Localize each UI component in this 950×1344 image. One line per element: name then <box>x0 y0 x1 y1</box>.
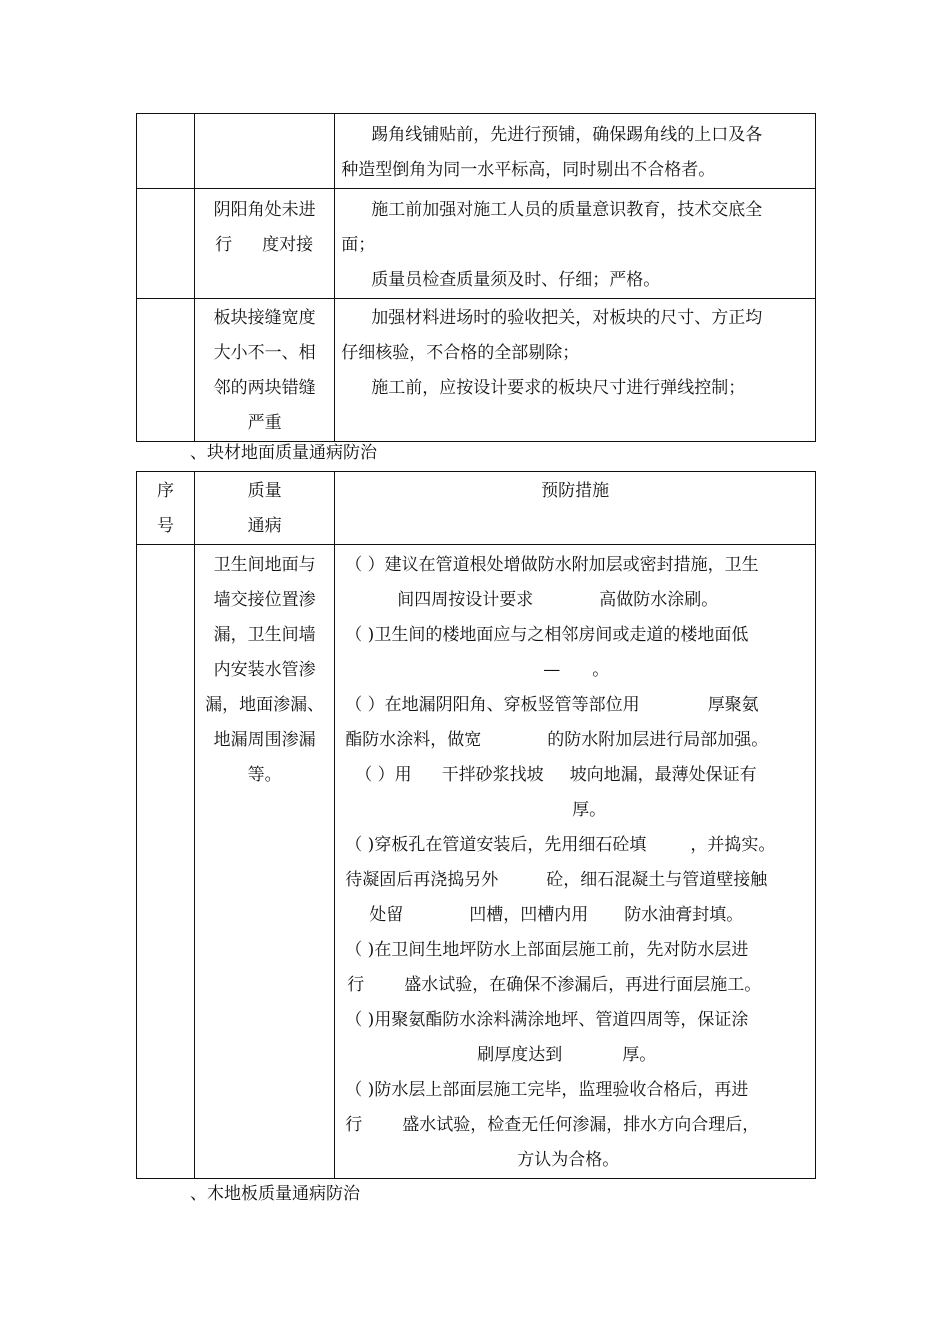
measure-line: 间四周按设计要求 高做防水涂刷。 <box>397 590 719 610</box>
measure-line: （ ）建议在管道根处增做防水附加层或密封措施，卫生 <box>345 555 759 575</box>
measure-line: 酯防水涂料，做宽 的防水附加层进行局部加强。 <box>345 730 769 750</box>
defect-line: 大小不一、相 <box>213 343 316 363</box>
defect-line: 漏，卫生间墙 <box>213 625 316 645</box>
section-heading-wood-floor: 、木地板质量通病防治 <box>190 1184 360 1204</box>
measure-line: 种造型倒角为同一水平标高，同时剔出不合格者。 <box>341 160 716 180</box>
measure-line: 厚。 <box>572 800 607 820</box>
measures-cell <box>335 545 816 1179</box>
section-heading-tile-floor: 、块材地面质量通病防治 <box>190 443 377 463</box>
header-seq-line: 序 <box>157 481 175 501</box>
header-defect-line: 质量 <box>247 481 282 501</box>
table-row <box>137 189 816 299</box>
defect-cell <box>195 114 335 189</box>
defect-line: 行 度对接 <box>215 235 314 255</box>
defect-line: 地漏周围渗漏 <box>213 730 316 750</box>
measure-line: 仔细核验，不合格的全部剔除； <box>341 343 580 363</box>
measure-line: （ )防水层上部面层施工完毕，监理验收合格后，再进 <box>345 1080 749 1100</box>
defect-line: 等。 <box>247 765 282 785</box>
defect-line: 漏，地面渗漏、 <box>205 695 325 715</box>
defect-cell <box>195 545 335 1179</box>
seq-cell <box>137 114 195 189</box>
header-seq-line: 号 <box>157 516 175 536</box>
header-defect-line: 通病 <box>247 516 282 536</box>
table-row <box>137 299 816 442</box>
defect-line: 严重 <box>247 413 282 433</box>
header-seq <box>137 472 195 545</box>
defect-line: 墙交接位置渗 <box>213 590 316 610</box>
table-row <box>137 114 816 189</box>
seq-cell <box>137 189 195 299</box>
table-header-row <box>137 472 816 545</box>
measure-line: （ )在卫间生地坪防水上部面层施工前，先对防水层进 <box>345 940 749 960</box>
measure-line: （ ）在地漏阴阳角、穿板竖管等部位用 厚聚氨 <box>345 695 759 715</box>
defect-line: 内安装水管渗 <box>213 660 316 680</box>
tile-floor-defects-table <box>136 471 816 1179</box>
defect-line: 阴阳角处未进 <box>213 200 316 220</box>
measure-line: 处留 凹槽，凹槽内用 防水油膏封填。 <box>369 905 744 925</box>
defect-cell <box>195 189 335 299</box>
measure-line: 行 盛水试验，在确保不渗漏后，再进行面层施工。 <box>347 975 762 995</box>
quality-defects-table-continued <box>136 113 816 442</box>
measures-cell <box>335 299 816 442</box>
header-measures <box>335 472 816 545</box>
measure-line: 面； <box>341 235 376 255</box>
defect-cell <box>195 299 335 442</box>
measure-line: 施工前，应按设计要求的板块尺寸进行弹线控制； <box>371 378 746 398</box>
measure-line: 踢角线铺贴前，先进行预铺，确保踢角线的上口及各 <box>371 125 763 145</box>
measure-line: 施工前加强对施工人员的质量意识教育，技术交底全 <box>371 200 763 220</box>
defect-line: 板块接缝宽度 <box>213 308 316 328</box>
measure-line: 质量员检查质量须及时、仔细；严格。 <box>371 270 661 290</box>
measure-line: — 。 <box>543 660 610 680</box>
measure-line: （ ）用 干拌砂浆找坡 坡向地漏，最薄处保证有 <box>355 765 757 785</box>
measure-line: （ )穿板孔在管道安装后，先用细石砼填 ，并捣实。 <box>345 835 776 855</box>
measure-line: 刷厚度达到 厚。 <box>477 1045 657 1065</box>
seq-cell <box>137 299 195 442</box>
table-row <box>137 545 816 1179</box>
defect-line: 邻的两块错缝 <box>213 378 316 398</box>
measure-line: 行 盛水试验，检查无任何渗漏，排水方向合理后， <box>345 1115 760 1135</box>
measure-line: 方认为合格。 <box>517 1150 620 1170</box>
measures-cell <box>335 114 816 189</box>
measure-line: 加强材料进场时的验收把关，对板块的尺寸、方正均 <box>371 308 763 328</box>
header-defect <box>195 472 335 545</box>
seq-cell <box>137 545 195 1179</box>
measures-cell <box>335 189 816 299</box>
measure-line: （ )用聚氨酯防水涂料满涂地坪、管道四周等，保证涂 <box>345 1010 749 1030</box>
measure-line: （ )卫生间的楼地面应与之相邻房间或走道的楼地面低 <box>345 625 749 645</box>
header-measures-label: 预防措施 <box>541 481 610 501</box>
measure-line: 待凝固后再浇捣另外 砼，细石混凝土与管道壁接触 <box>345 870 768 890</box>
defect-line: 卫生间地面与 <box>213 555 316 575</box>
